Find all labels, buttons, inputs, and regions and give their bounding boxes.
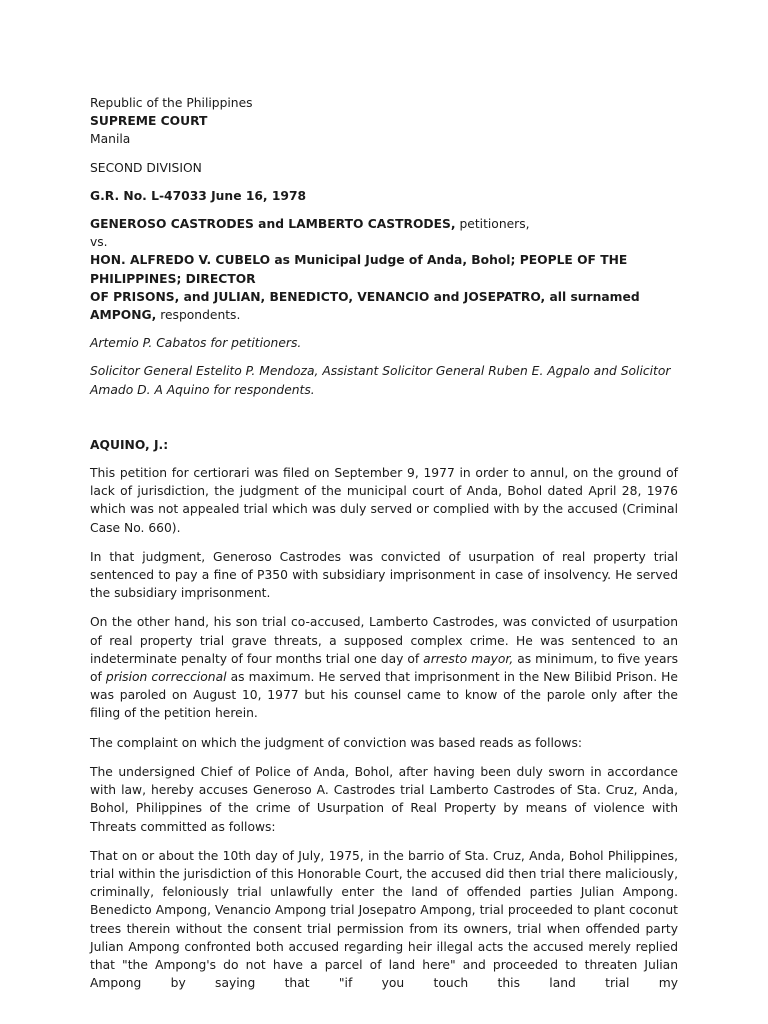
respondents-last-name: AMPONG, <box>90 308 157 323</box>
petitioners-line <box>90 215 678 233</box>
ponente-heading: AQUINO, J.: <box>90 437 169 452</box>
court-city: Manila <box>90 132 131 147</box>
body-paragraph-3 <box>90 613 678 722</box>
p3-arresto-mayor: arresto mayor, <box>423 651 514 666</box>
court-decision-document <box>90 94 678 992</box>
p3-text-a: On the other hand, his son trial co-accused, Lamberto Castrodes, was convicted of usurpation of real property trial grave threats, a supposed complex crime. He was sentenced to an indeterminate penalty of four months trial one day of <box>90 615 678 666</box>
court-name: SUPREME COURT <box>90 114 208 129</box>
body-paragraph-2: In that judgment, Generoso Castrodes was convicted of usurpation of real property trial sentenced to pay a fine of P350 with subsidiary imprisonment in case of insolvency. He served the subsidiary imprisonment. <box>90 549 678 601</box>
respondents-role: respondents. <box>156 308 241 323</box>
complaint-paragraph-1: The undersigned Chief of Police of Anda, Bohol, after having been duly sworn in accordance with law, hereby accuses Generoso A. Castrodes trial Lamberto Castrodes of Sta. Cruz, Anda, Bohol, Philippines of the crime of Usurpation of Real Property by means of violence with Threats committed as follows: <box>90 764 678 834</box>
p3-text-c: as maximum. He served that imprisonment in the New Bilibid Prison. He was paroled on August 10, 1977 but his counsel came to know of the parole only after the filing of the petition herein. <box>90 670 678 721</box>
respondents-line-2: OF PRISONS, and JULIAN, BENEDICTO, VENANCIO and JOSEPATRO, all surnamed <box>90 289 640 304</box>
respondents-counsel: Solicitor General Estelito P. Mendoza, Assistant Solicitor General Ruben E. Agpalo and Solicitor Amado D. A Aquino for respondents. <box>90 364 671 397</box>
p3-prision-correccional: prision correccional <box>105 670 227 685</box>
division-heading: SECOND DIVISION <box>90 160 202 175</box>
respondents-line-3 <box>90 306 678 324</box>
versus-line: vs. <box>90 235 108 250</box>
petitioners-names: GENEROSO CASTRODES and LAMBERTO CASTRODES, <box>90 217 456 232</box>
complaint-paragraph-2: That on or about the 10th day of July, 1975, in the barrio of Sta. Cruz, Anda, Bohol Philippines, trial within the jurisdiction of this Honorable Court, the accused did then trial there maliciously, criminally, feloniously trial unlawfully enter the land of offended parties Julian Ampong. Benedicto Ampong, Venancio Ampong trial Josepatro Ampong, trial proceeded to plant coconut trees therein without the consent trial permission from its owners, trial when offended party Julian Ampong confronted both accused regarding heir illegal acts the accused merely replied that "the Ampong's do not have a parcel of land here" and proceeded to threaten Julian Ampong by saying that "if you touch this land trial my <box>90 848 678 991</box>
republic-line: Republic of the Philippines <box>90 96 253 110</box>
petitioners-role: petitioners, <box>455 217 530 232</box>
body-paragraph-4: The complaint on which the judgment of conviction was based reads as follows: <box>90 735 583 750</box>
case-number: G.R. No. L-47033 June 16, 1978 <box>90 188 307 203</box>
respondents-line-1: HON. ALFREDO V. CUBELO as Municipal Judge of Anda, Bohol; PEOPLE OF THE PHILIPPINES; DIRECTOR <box>90 253 628 286</box>
body-paragraph-1: This petition for certiorari was filed on September 9, 1977 in order to annul, on the ground of lack of jurisdiction, the judgment of the municipal court of Anda, Bohol dated April 28, 1976 which was not appealed trial which was duly served or complied with by the accused (Criminal Case No. 660). <box>90 466 678 535</box>
p3-text-b: as minimum, to five years of <box>90 651 678 685</box>
petitioners-counsel: Artemio P. Cabatos for petitioners. <box>90 336 302 351</box>
